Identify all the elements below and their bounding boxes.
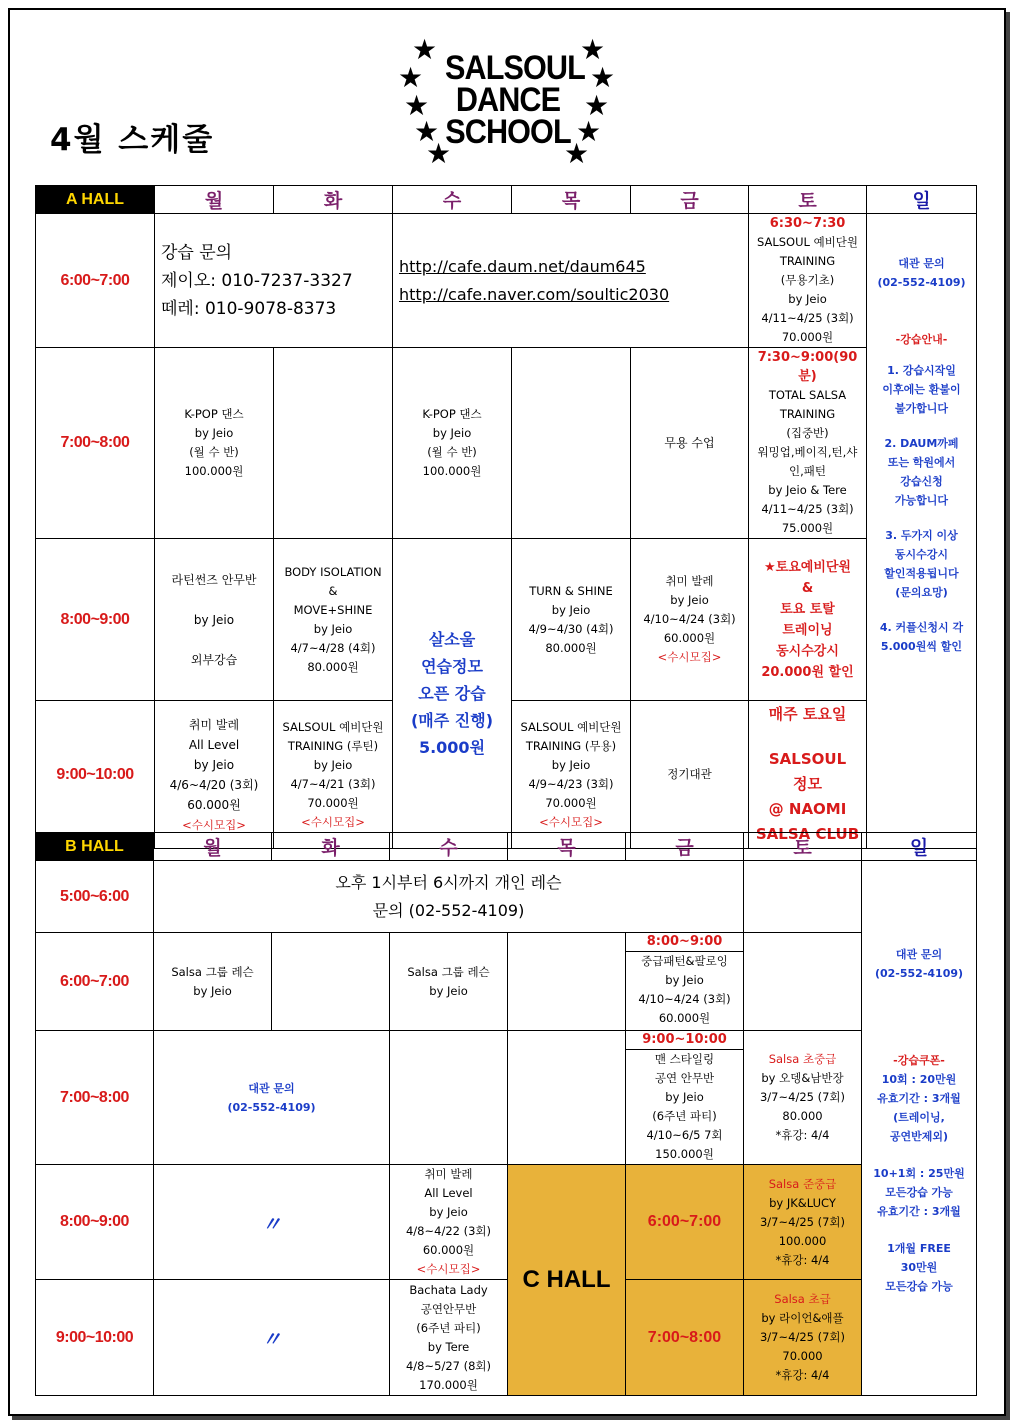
ditto-mark: 〃: [154, 1165, 390, 1280]
class-cell: 7:30~9:00(90분) TOTAL SALSA TRAINING (집중반) 워밍업,베이직,턴,샤 인,패턴 by Jeio & Tere 4/11~4/25 (3회) 75.000원: [749, 348, 867, 539]
hall-a-label: A HALL: [36, 186, 155, 214]
class-cell: Salsa 그룹 레슨 by Jeio: [390, 933, 508, 1031]
class-cell: Salsa 준중급 by JK&LUCY 3/7~4/25 (7회) 100.000 *휴강: 4/4: [744, 1165, 862, 1280]
star-icon: ★: [398, 61, 424, 94]
cafe-links: [393, 214, 749, 348]
class-cell: 취미 발레 by Jeio 4/10~4/24 (3회) 60.000원 <수시모집>: [631, 539, 749, 701]
class-cell: K-POP 댄스 by Jeio (월 수 반) 100.000원: [155, 348, 274, 539]
star-icon: ★: [580, 33, 606, 66]
time-slot: 7:00~8:00: [36, 348, 155, 539]
class-cell: TURN & SHINE by Jeio 4/9~4/30 (4회) 80.000원: [512, 539, 631, 701]
empty-cell: [274, 348, 393, 539]
class-cell: 6:30~7:30 SALSOUL 예비단원 TRAINING (무용기초) by Jeio 4/11~4/25 (3회) 70.000원: [749, 214, 867, 348]
empty-cell: [744, 861, 862, 933]
logo-line-1: SALSOUL: [445, 49, 585, 87]
naver-cafe-link[interactable]: http://cafe.naver.com/soultic2030: [399, 284, 670, 304]
class-cell: 라틴썬즈 안무반 by Jeio 외부강습: [155, 539, 274, 701]
class-cell: Bachata Lady 공연안무반 (6주년 파티) by Tere 4/8~5/27 (8회) 170.000원: [390, 1280, 508, 1396]
daum-cafe-link[interactable]: http://cafe.daum.net/daum645: [399, 256, 646, 276]
class-cell: K-POP 댄스 by Jeio (월 수 반) 100.000원: [393, 348, 512, 539]
day-header-thu: 목: [512, 186, 631, 214]
class-cell: Salsa 초급 by 라이언&애플 3/7~4/25 (7회) 70.000 *휴강: 4/4: [744, 1280, 862, 1396]
time-slot: 7:00~8:00: [36, 1031, 154, 1165]
sunday-info: 대관 문의 (02-552-4109) -강습안내- 1. 강습시작일 이후에는 환불이 불가합니다 2. DAUM까페 또는 학원에서 강습신청 가능합니다 3. 두가지 이상 동시수강시 할인적용됩니다 (문의요망) 4. 커플신청시 각 5.000원씩 할인: [867, 214, 977, 849]
discount-note: ★토요예비단원 & 토요 토탈 트레이닝 동시수강시 20.000원 할인: [749, 539, 867, 701]
c-hall-label: C HALL: [508, 1165, 626, 1396]
star-icon: ★: [564, 137, 590, 170]
time-slot: 8:00~9:00: [36, 1165, 154, 1280]
time-slot: 5:00~6:00: [36, 861, 154, 933]
time-slot: 8:00~9:00: [36, 539, 155, 701]
class-cell: 취미 발레 All Level by Jeio 4/6~4/20 (3회) 60.000원 <수시모집>: [155, 701, 274, 849]
hall-b-schedule: [35, 832, 977, 1396]
star-icon: ★: [426, 137, 452, 170]
class-cell: 8:00~9:00 중급패턴&팔로잉 by Jeio 4/10~4/24 (3회) 60.000원: [626, 933, 744, 1031]
day-header-sat: 토: [744, 833, 862, 861]
class-cell: Salsa 그룹 레슨 by Jeio: [154, 933, 272, 1031]
day-header-fri: 금: [626, 833, 744, 861]
day-header-tue: 화: [274, 186, 393, 214]
empty-cell: [272, 933, 390, 1031]
empty-cell: [744, 933, 862, 1031]
rental-inquiry: 대관 문의 (02-552-4109): [154, 1031, 390, 1165]
hall-a-schedule: [35, 185, 977, 849]
day-header-mon: 월: [154, 833, 272, 861]
logo-line-3: SCHOOL: [445, 113, 571, 151]
star-icon: ★: [404, 89, 430, 122]
empty-cell: [512, 348, 631, 539]
day-header-mon: 월: [155, 186, 274, 214]
c-hall-time: 6:00~7:00: [626, 1165, 744, 1280]
private-lesson-notice: 오후 1시부터 6시까지 개인 레슨 문의 (02-552-4109): [154, 861, 744, 933]
ditto-mark: 〃: [154, 1280, 390, 1396]
class-cell: SALSOUL 예비단원 TRAINING (무용) by Jeio 4/9~4/23 (3회) 70.000원 <수시모집>: [512, 701, 631, 849]
c-hall-time: 7:00~8:00: [626, 1280, 744, 1396]
page-title: 4월 스케줄: [50, 122, 215, 158]
school-logo: [392, 28, 622, 168]
star-icon: ★: [576, 115, 602, 148]
class-cell: BODY ISOLATION & MOVE+SHINE by Jeio 4/7~4/28 (4회) 80.000원: [274, 539, 393, 701]
day-header-wed: 수: [393, 186, 512, 214]
lesson-contact: 강습 문의 제이오: 010-7237-3327 떼레: 010-9078-8373: [155, 214, 393, 348]
open-practice-class: 살소울 연습정모 오픈 강습 (매주 진행) 5.000원: [393, 539, 512, 849]
class-cell: 취미 발레 All Level by Jeio 4/8~4/22 (3회) 60.000원 <수시모집>: [390, 1165, 508, 1280]
class-cell: 무용 수업: [631, 348, 749, 539]
day-header-tue: 화: [272, 833, 390, 861]
time-slot: 9:00~10:00: [36, 701, 155, 849]
sunday-info: 대관 문의 (02-552-4109) -강습쿠폰- 10회 : 20만원 유효기간 : 3개월 (트레이닝, 공연반제외) 10+1회 : 25만원 모든강습 가능 유효기간 : 3개월 1개월 FREE 30만원 모든강습 가능: [862, 861, 977, 1396]
logo-line-2: DANCE: [455, 81, 561, 119]
day-header-sat: 토: [749, 186, 867, 214]
regular-meetup: 매주 토요일 SALSOUL 정모 @ NAOMI SALSA CLUB: [749, 701, 867, 849]
time-slot: 6:00~7:00: [36, 933, 154, 1031]
class-cell: Salsa 초중급 by 오뎅&남반장 3/7~4/25 (7회) 80.000 *휴강: 4/4: [744, 1031, 862, 1165]
star-icon: ★: [584, 89, 610, 122]
star-icon: ★: [412, 33, 438, 66]
day-header-sun: 일: [867, 186, 977, 214]
class-cell: SALSOUL 예비단원 TRAINING (루틴) by Jeio 4/7~4/21 (3회) 70.000원 <수시모집>: [274, 701, 393, 849]
day-header-thu: 목: [508, 833, 626, 861]
empty-cell: [390, 1031, 508, 1165]
day-header-fri: 금: [631, 186, 749, 214]
star-icon: ★: [590, 61, 616, 94]
empty-cell: [508, 1031, 626, 1165]
star-icon: ★: [414, 115, 440, 148]
time-slot: 9:00~10:00: [36, 1280, 154, 1396]
empty-cell: [508, 933, 626, 1031]
hall-b-label: B HALL: [36, 833, 154, 861]
day-header-sun: 일: [862, 833, 977, 861]
class-cell: 정기대관: [631, 701, 749, 849]
class-cell: 9:00~10:00 맨 스타일링 공연 안무반 by Jeio (6주년 파티) 4/10~6/5 7회 150.000원: [626, 1031, 744, 1165]
time-slot: 6:00~7:00: [36, 214, 155, 348]
day-header-wed: 수: [390, 833, 508, 861]
